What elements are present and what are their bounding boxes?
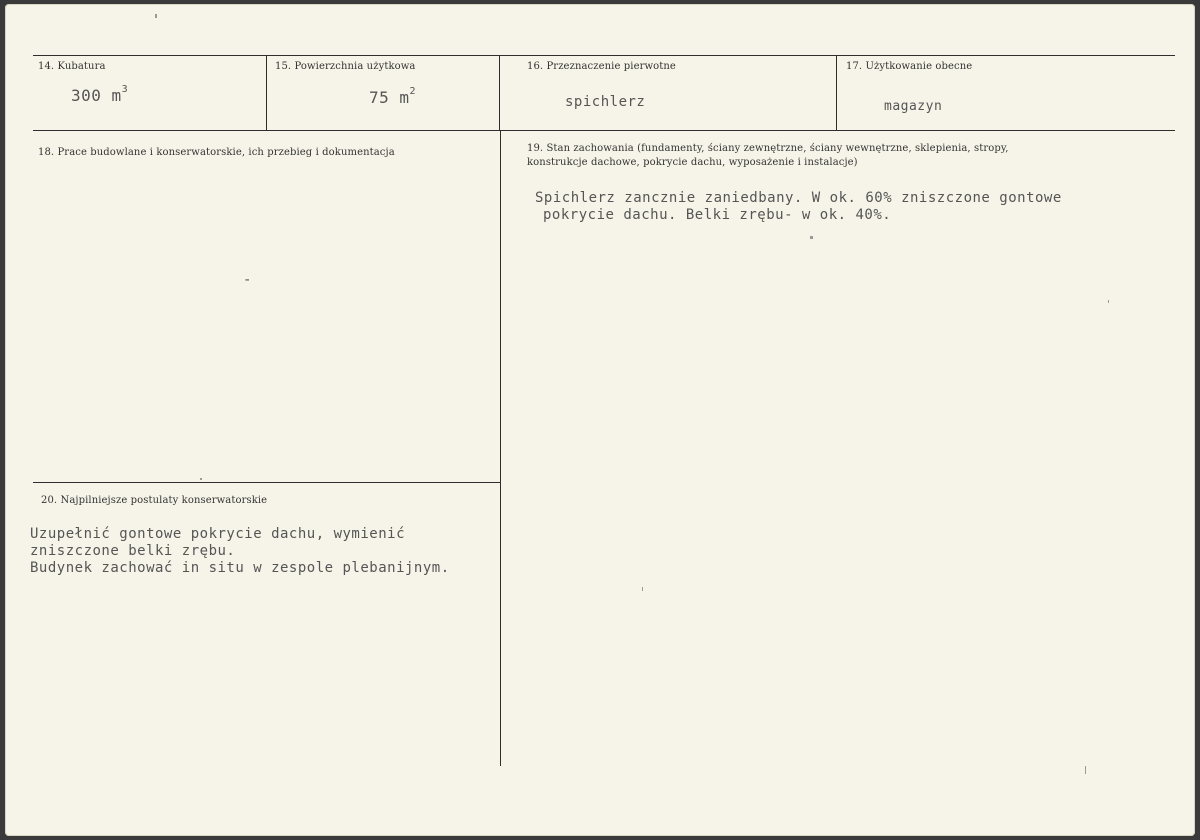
paper-speck xyxy=(1108,300,1109,303)
divider-15-16 xyxy=(499,55,500,131)
divider-16-17 xyxy=(836,55,837,131)
postulaty-label: 20. Najpilniejsze postulaty konserwatorskie xyxy=(41,495,268,506)
uzytkowanie-label: 17. Użytkowanie obecne xyxy=(846,61,973,72)
paper-speck xyxy=(810,236,813,239)
postulaty-text-line1: Uzupełnić gontowe pokrycie dachu, wymienić xyxy=(30,526,406,542)
inventory-card xyxy=(5,4,1195,836)
stan-label-line1: 19. Stan zachowania (fundamenty, ściany zewnętrzne, ściany wewnętrzne, sklepienia, stropy, xyxy=(527,143,1009,154)
section-18-20-rule xyxy=(33,482,500,483)
przeznaczenie-label: 16. Przeznaczenie pierwotne xyxy=(527,61,676,72)
paper-speck xyxy=(642,587,643,591)
stan-text-line1: Spichlerz zancznie zaniedbany. W ok. 60% zniszczone gontowe xyxy=(535,190,1062,206)
paper-speck xyxy=(1085,766,1086,774)
powierzchnia-value: 75 $m^2$ xyxy=(369,86,417,107)
top-rule xyxy=(33,55,1175,56)
uzytkowanie-value: magazyn xyxy=(884,99,943,114)
przeznaczenie-value: spichlerz xyxy=(565,94,646,110)
prace-label: 18. Prace budowlane i konserwatorskie, ich przebieg i dokumentacja xyxy=(38,147,395,158)
postulaty-text-line2: zniszczone belki zrębu. xyxy=(30,543,236,559)
prace-value: - xyxy=(243,272,252,288)
kubatura-value: 300 $m^3$ xyxy=(71,84,129,105)
powierzchnia-label: 15. Powierzchnia użytkowa xyxy=(275,61,416,72)
main-vertical-divider xyxy=(500,130,501,766)
paper-speck xyxy=(200,478,202,480)
upper-row-bottom-rule xyxy=(33,130,1175,131)
stan-label-line2: konstrukcje dachowe, pokrycie dachu, wyposażenie i instalacje) xyxy=(527,157,858,168)
paper-speck xyxy=(155,14,157,18)
stan-text-line2: pokrycie dachu. Belki zrębu- w ok. 40%. xyxy=(543,207,892,223)
divider-14-15 xyxy=(266,55,267,131)
kubatura-label: 14. Kubatura xyxy=(38,61,106,72)
postulaty-text-line3: Budynek zachować in situ w zespole plebanijnym. xyxy=(30,560,450,576)
